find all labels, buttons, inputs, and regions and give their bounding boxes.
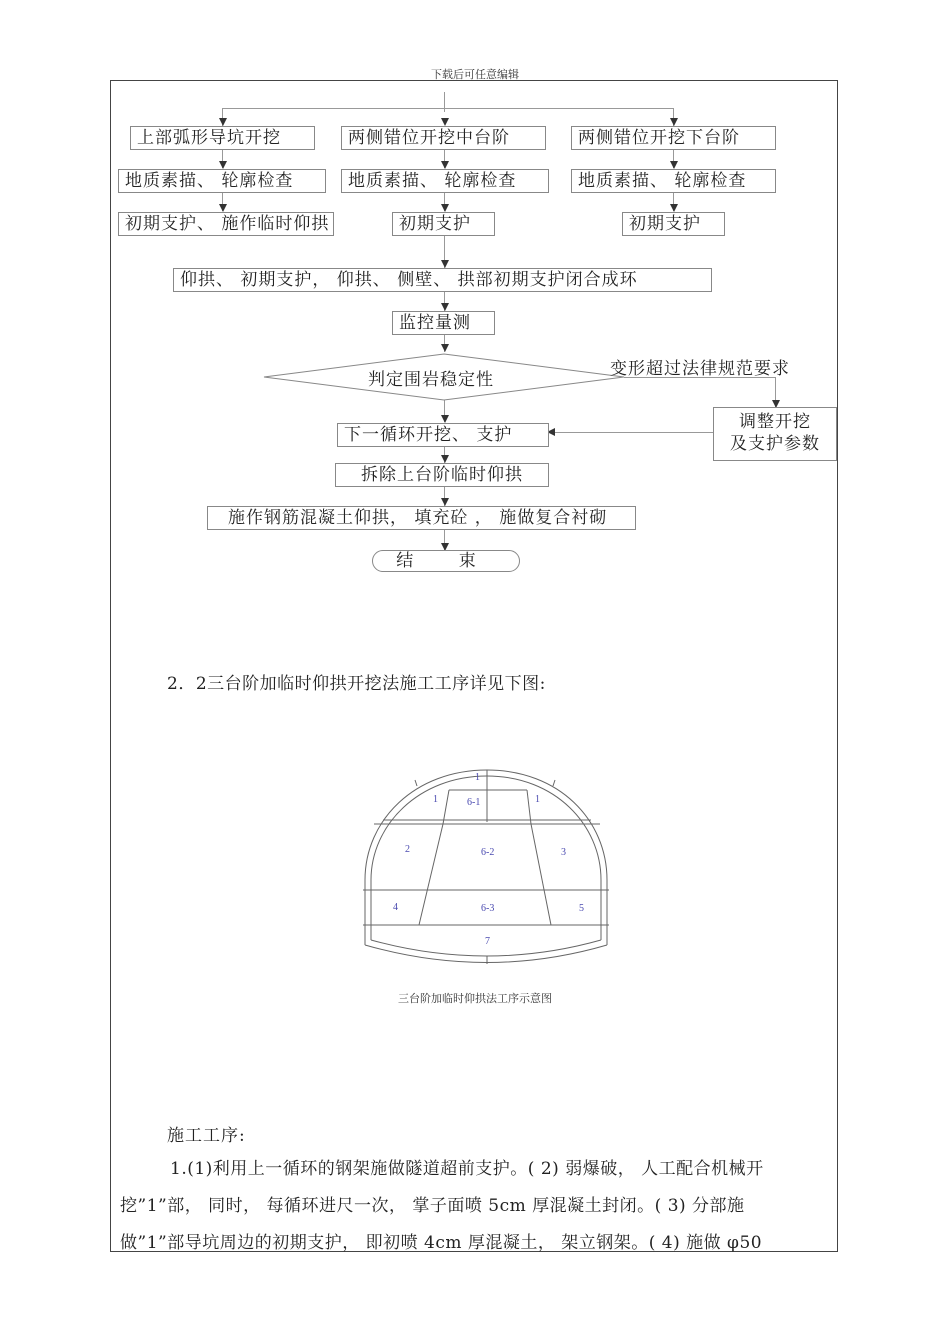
step-upper-arc-excavation: 上部弧形导坑开挖	[130, 126, 315, 150]
step-adjust-parameters	[713, 407, 837, 461]
procedure-title: 施工工序:	[167, 1126, 246, 1146]
step-geology-check-1: 地质素描、 轮廓检查	[118, 169, 326, 193]
section-title: 2．2三台阶加临时仰拱开挖法施工工序详见下图:	[167, 674, 546, 694]
label-center-top: 6-1	[467, 797, 481, 808]
step-initial-support-temp-invert: 初期支护、 施作临时仰拱	[118, 212, 334, 236]
label-top: 1	[475, 772, 480, 783]
step-end: 结 束	[372, 550, 520, 572]
step-initial-support-2: 初期支护	[392, 212, 495, 236]
procedure-line-2: 挖”1”部， 同时， 每循环进尺一次， 掌子面喷 5cm 厚混凝土封闭。( 3) 分部施	[120, 1196, 745, 1216]
label-right-top: 1	[535, 794, 540, 805]
document-frame	[110, 80, 838, 1252]
decision-label: 判定围岩稳定性	[368, 370, 494, 390]
step-geology-check-2: 地质素描、 轮廓检查	[341, 169, 549, 193]
label-bottom: 7	[485, 936, 490, 947]
step-remove-temp-invert: 拆除上台阶临时仰拱	[335, 463, 549, 487]
step-middle-bench-excavation: 两侧错位开挖中台阶	[341, 126, 546, 150]
label-right-mid: 3	[561, 847, 566, 858]
step-construct-lining: 施作钢筋混凝土仰拱， 填充砼 ， 施做复合衬砌	[207, 506, 636, 530]
procedure-line-3: 做”1”部导坑周边的初期支护， 即初喷 4cm 厚混凝土， 架立钢架。( 4) 施做 φ50	[120, 1233, 763, 1253]
step-initial-support-3: 初期支护	[622, 212, 725, 236]
step-monitoring: 监控量测	[392, 311, 495, 335]
step-geology-check-3: 地质素描、 轮廓检查	[571, 169, 776, 193]
label-left-top: 1	[433, 794, 438, 805]
tunnel-section-diagram	[355, 760, 615, 980]
adjust-line-1: 调整开挖	[739, 412, 811, 432]
label-right-low: 5	[579, 903, 584, 914]
label-center-low: 6-3	[481, 903, 495, 914]
label-center-mid: 6-2	[481, 847, 495, 858]
diagram-caption: 三台阶加临时仰拱法工序示意图	[398, 992, 552, 1005]
step-next-cycle: 下一循环开挖、 支护	[337, 423, 549, 447]
adjust-line-2: 及支护参数	[730, 434, 820, 454]
step-ring-closure: 仰拱、 初期支护， 仰拱、 侧壁、 拱部初期支护闭合成环	[173, 268, 712, 292]
procedure-line-1: 1.(1)利用上一循环的钢架施做隧道超前支护。( 2) 弱爆破， 人工配合机械开	[170, 1159, 764, 1179]
label-left-mid: 2	[405, 844, 410, 855]
exceed-spec-label: 变形超过法律规范要求	[610, 359, 790, 379]
label-left-low: 4	[393, 902, 398, 913]
step-lower-bench-excavation: 两侧错位开挖下台阶	[571, 126, 776, 150]
page-header: 下载后可任意编辑	[431, 68, 519, 81]
